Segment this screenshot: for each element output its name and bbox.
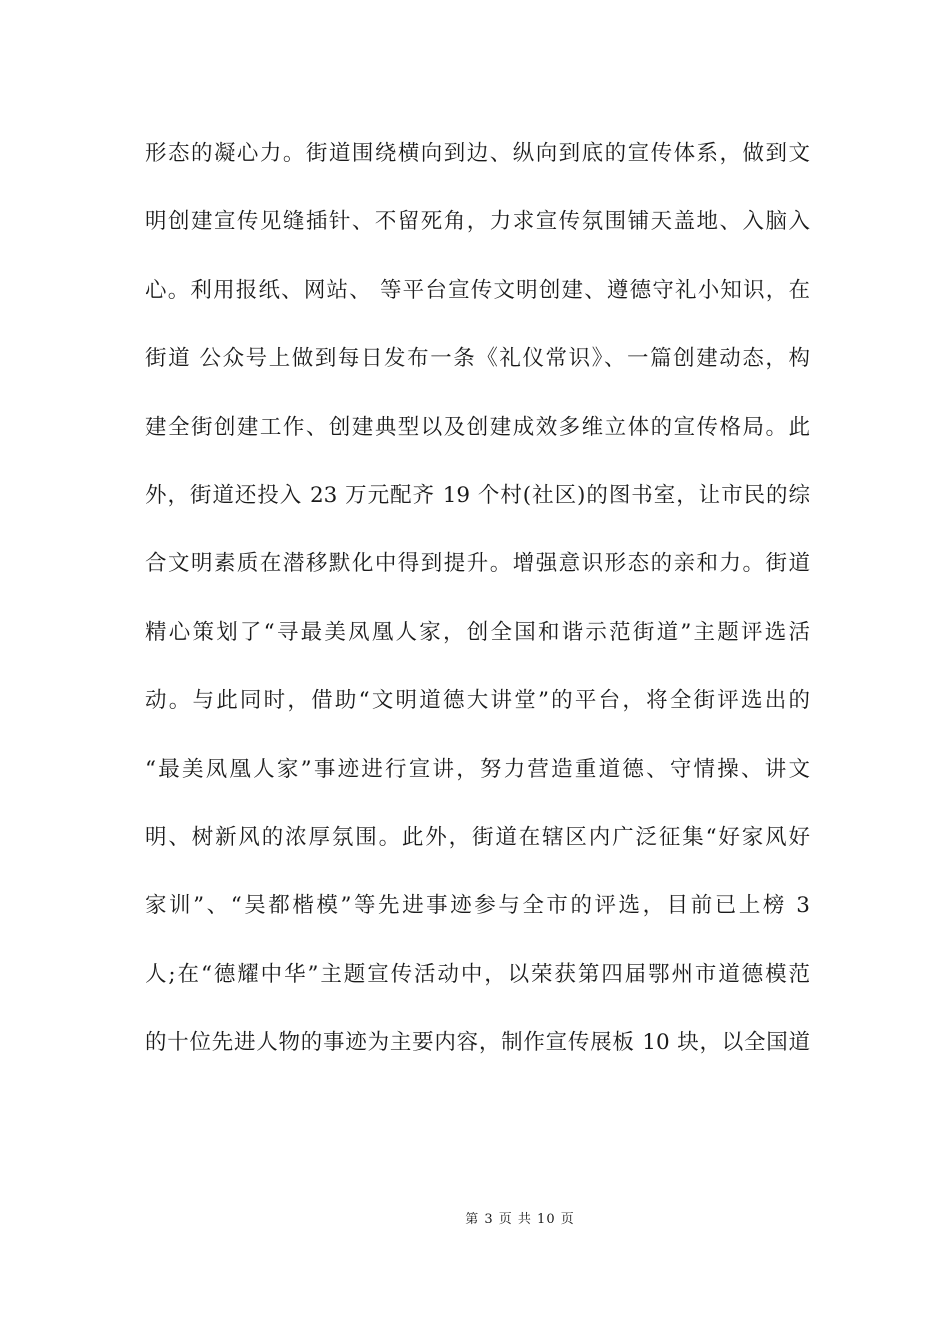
- page-number-footer: 第 3 页 共 10 页: [465, 1212, 575, 1227]
- text-line: 建全街创建工作、创建典型以及创建成效多维立体的宣传格局。此: [145, 414, 810, 440]
- text-line: 外，街道还投入 23 万元配齐 19 个村(社区)的图书室，让市民的综: [145, 482, 810, 508]
- text-line: 形态的凝心力。街道围绕横向到边、纵向到底的宣传体系，做到文: [145, 141, 810, 166]
- text-line: 精心策划了“寻最美凤凰人家，创全国和谐示范街道”主题评选活: [145, 619, 810, 645]
- text-line: 心。利用报纸、网站、 等平台宣传文明创建、遵德守礼小知识，在: [145, 277, 810, 303]
- text-line: 街道 公众号上做到每日发布一条《礼仪常识》、一篇创建动态，构: [145, 346, 810, 372]
- body-text: [145, 132, 810, 1089]
- text-line: 家训”、“吴都楷模”等先进事迹参与全市的评选，目前已上榜 3: [145, 893, 810, 919]
- text-line: 明、树新风的浓厚氛围。此外，街道在辖区内广泛征集“好家风好: [145, 824, 810, 850]
- text-line: 的十位先进人物的事迹为主要内容，制作宣传展板 10 块，以全国道: [145, 1030, 810, 1056]
- text-line: 合文明素质在潜移默化中得到提升。增强意识形态的亲和力。街道: [145, 551, 810, 577]
- text-line: 动。与此同时，借助“文明道德大讲堂”的平台，将全街评选出的: [145, 688, 810, 714]
- text-line: 明创建宣传见缝插针、不留死角，力求宣传氛围铺天盖地、入脑入: [145, 209, 810, 235]
- text-line: “最美凤凰人家”事迹进行宣讲，努力营造重道德、守情操、讲文: [145, 756, 810, 782]
- text-line: 人;在“德耀中华”主题宣传活动中，以荣获第四届鄂州市道德模范: [145, 961, 810, 987]
